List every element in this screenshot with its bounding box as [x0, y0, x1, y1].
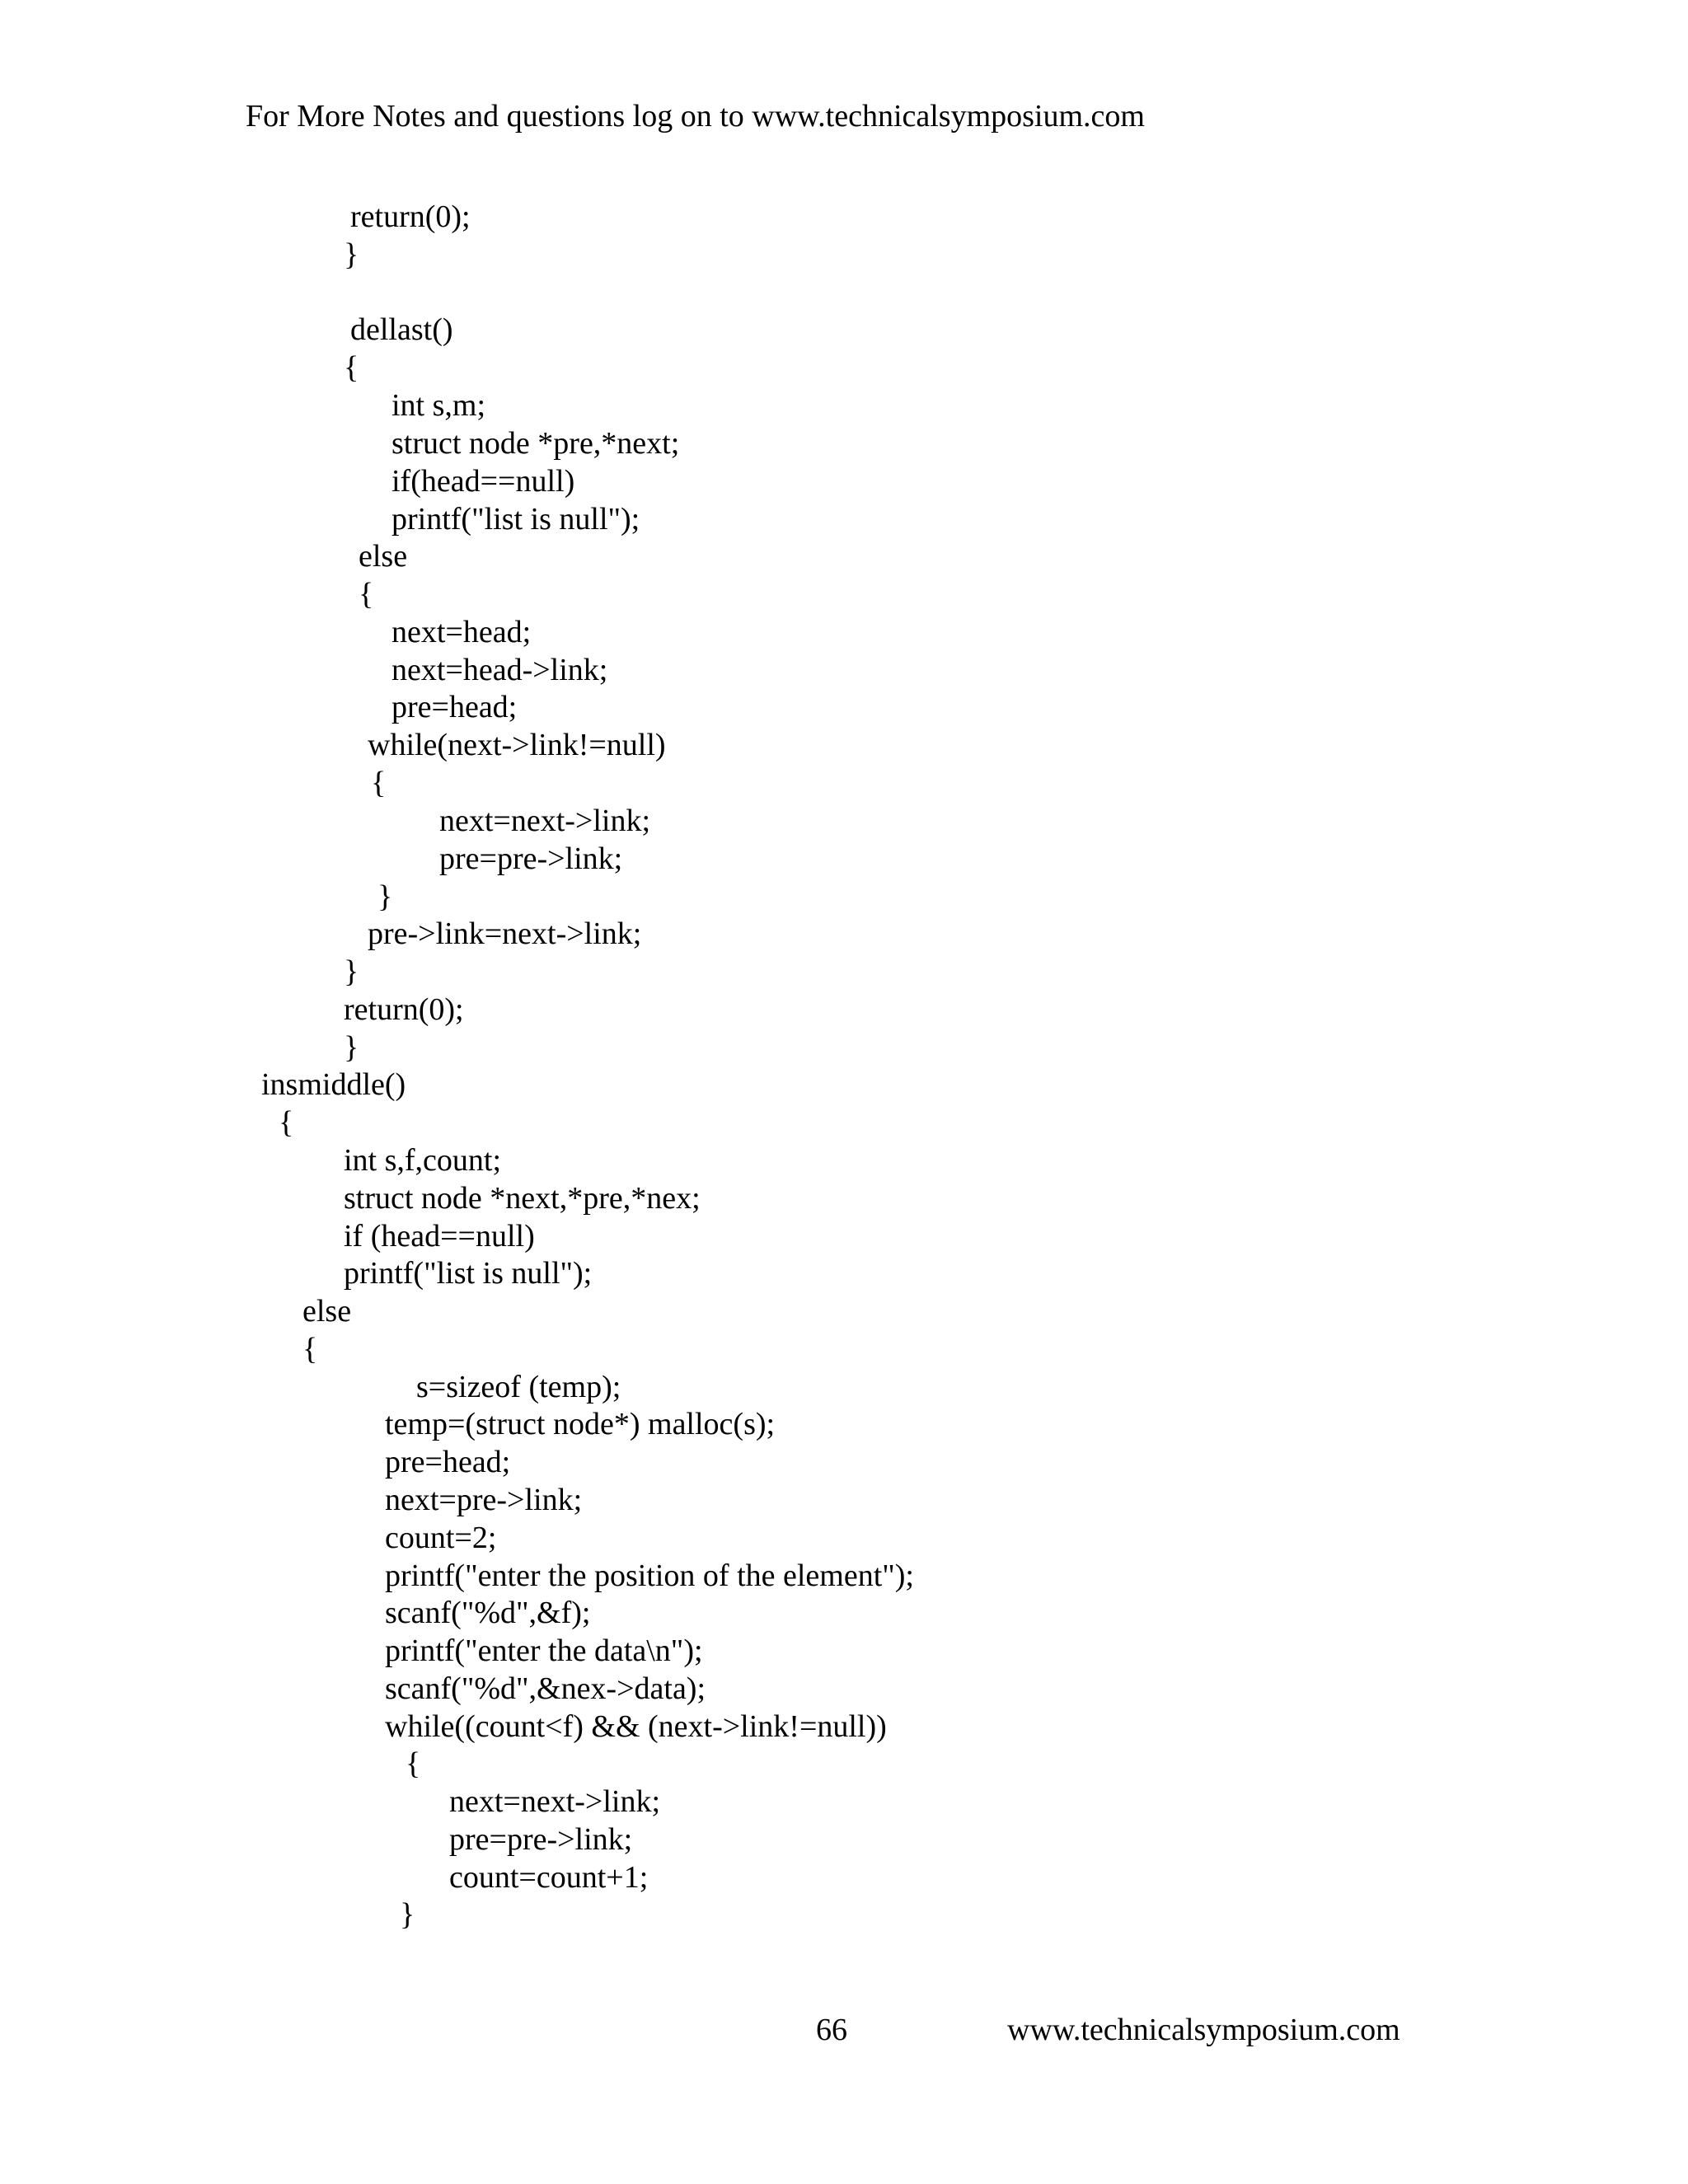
- code-line: printf("list is null");: [344, 1256, 593, 1291]
- code-line: printf("list is null");: [392, 502, 640, 537]
- code-line: }: [400, 1897, 415, 1932]
- code-line: scanf("%d",&f);: [385, 1596, 591, 1630]
- code-line: printf("enter the position of the element");: [385, 1558, 914, 1593]
- page-header: For More Notes and questions log on to www.technicalsymposium.com: [246, 99, 1145, 134]
- code-line: else: [302, 1294, 352, 1329]
- code-line: pre=pre->link;: [449, 1822, 633, 1857]
- code-line: next=next->link;: [439, 804, 651, 838]
- code-line: {: [359, 577, 374, 612]
- code-line: int s,f,count;: [344, 1143, 502, 1178]
- code-line: pre=head;: [392, 690, 518, 724]
- code-line: pre->link=next->link;: [368, 916, 642, 951]
- code-line: next=head->link;: [392, 653, 608, 687]
- code-line: count=2;: [385, 1521, 497, 1555]
- code-line: insmiddle(): [261, 1067, 406, 1102]
- code-line: int s,m;: [392, 388, 486, 423]
- code-line: pre=head;: [385, 1445, 511, 1479]
- code-line: }: [344, 237, 359, 272]
- code-line: next=pre->link;: [385, 1483, 583, 1517]
- code-line: }: [344, 954, 359, 989]
- code-line: {: [371, 766, 387, 800]
- code-line: struct node *next,*pre,*nex;: [344, 1181, 701, 1216]
- code-line: scanf("%d",&nex->data);: [385, 1671, 706, 1706]
- code-line: return(0);: [350, 199, 471, 234]
- code-line: if(head==null): [392, 464, 575, 499]
- code-line: while(next->link!=null): [368, 728, 666, 762]
- code-line: }: [344, 1030, 359, 1065]
- code-line: printf("enter the data\n");: [385, 1633, 703, 1668]
- code-line: dellast(): [350, 312, 453, 347]
- code-line: {: [344, 350, 359, 385]
- page-number: 66: [816, 2013, 847, 2047]
- code-line: next=next->link;: [449, 1784, 661, 1819]
- code-line: }: [377, 879, 393, 914]
- code-line: return(0);: [344, 992, 464, 1027]
- code-line: if (head==null): [344, 1219, 535, 1254]
- code-line: temp=(struct node*) malloc(s);: [385, 1407, 776, 1441]
- footer-url: www.technicalsymposium.com: [1007, 2013, 1400, 2047]
- code-line: next=head;: [392, 615, 532, 649]
- code-line: else: [359, 539, 408, 574]
- code-line: {: [302, 1332, 318, 1366]
- code-line: while((count<f) && (next->link!=null)): [385, 1709, 887, 1744]
- code-line: {: [279, 1105, 294, 1140]
- code-line: {: [406, 1746, 421, 1781]
- code-line: s=sizeof (temp);: [416, 1370, 621, 1404]
- code-line: pre=pre->link;: [439, 841, 623, 876]
- code-line: count=count+1;: [449, 1860, 649, 1895]
- code-line: struct node *pre,*next;: [392, 426, 680, 461]
